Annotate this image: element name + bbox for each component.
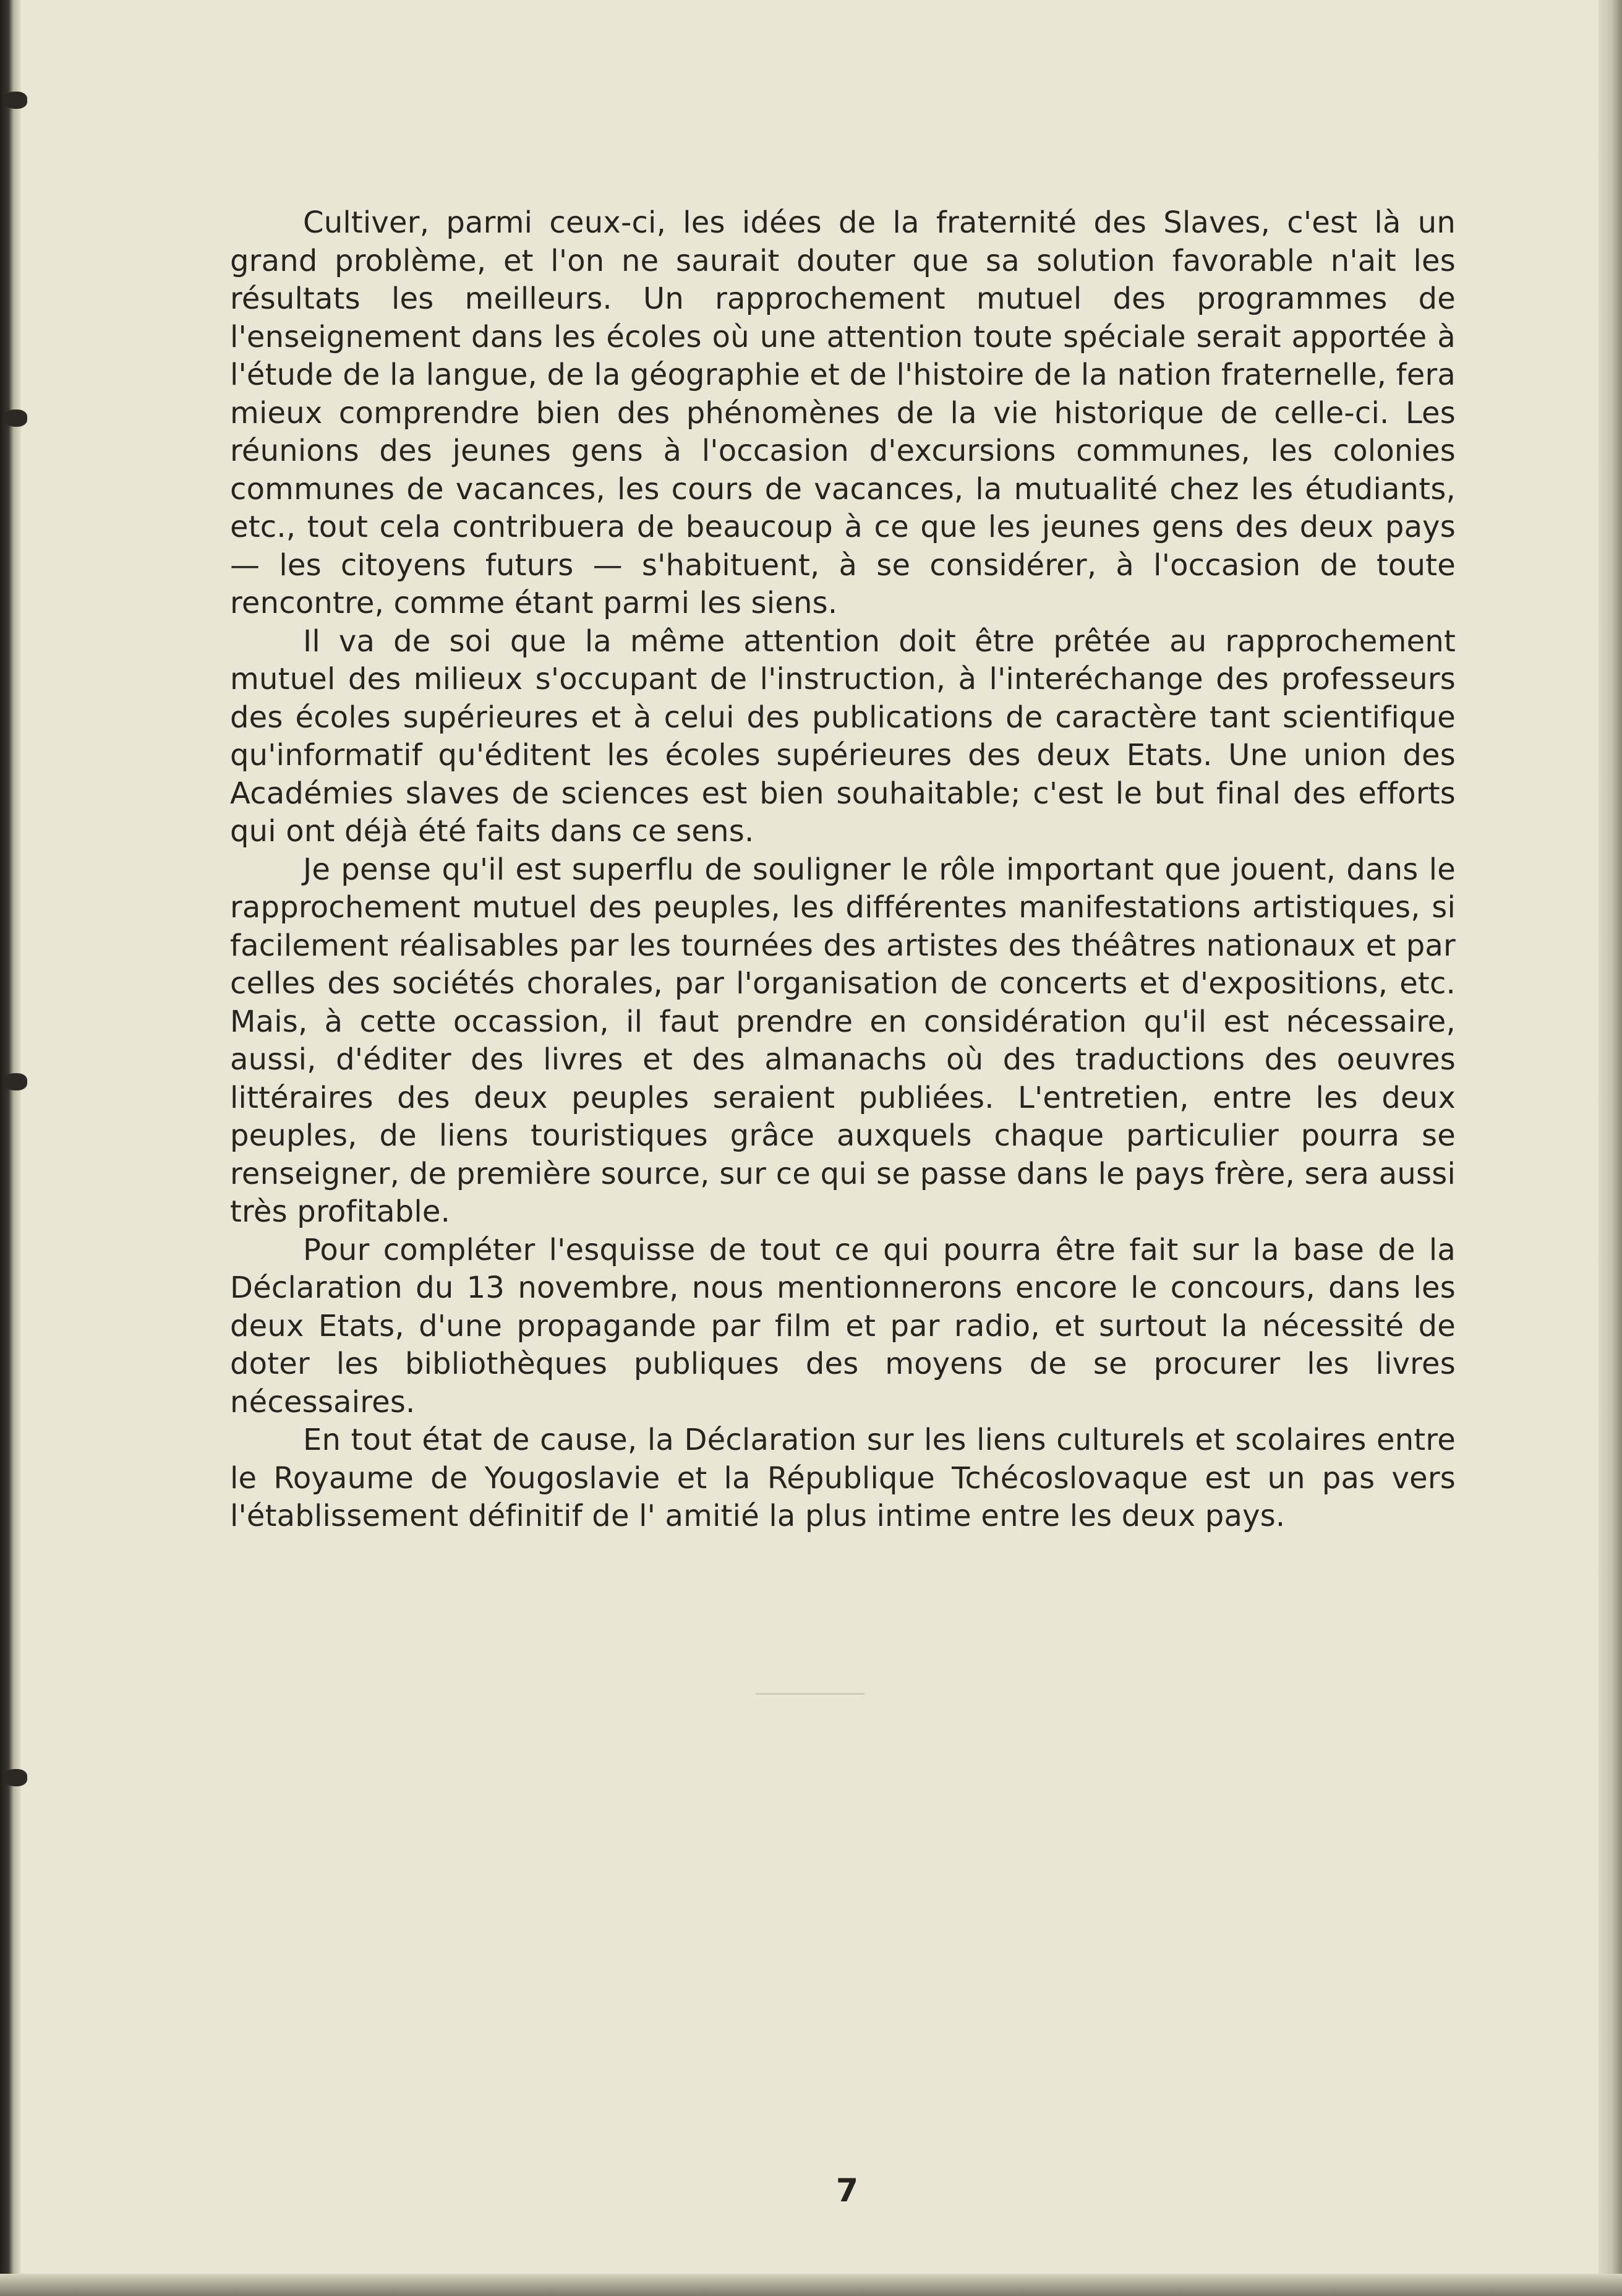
paragraph: Cultiver, parmi ceux-ci, les idées de la fraternité des Slaves, c'est là un grand problème, et l'on ne saurait douter que sa solution favorable n'ait les résultats les meilleurs. Un rapprochement mutuel des programmes de l'enseignement dans les écoles où une attention toute spéciale serait apportée à l'étude de la langue, de la géographie et de l'histoire de la nation fraternelle, fera mieux comprendre bien des phénomènes de la vie historique de celle-ci. Les réunions des jeunes gens à l'occasion d'excursions communes, les colonies communes de vacances, les cours de vacances, la mutualité chez les étudiants, etc., tout cela contribuera de beaucoup à ce que les jeunes gens des deux pays — les citoyens futurs — s'habituent, à se considérer, à l'occasion de toute rencontre, comme étant parmi les siens.	[230, 205, 1456, 620]
page-edge-right	[1599, 0, 1622, 2296]
paragraph: En tout état de cause, la Déclaration sur les liens culturels et scolaires entre le Royaume de Yougoslavie et la République Tchécoslovaque est un pas vers l'établissement définitif de l' amitié la plus intime entre les deux pays.	[230, 1423, 1456, 1533]
body-text	[230, 204, 1456, 1536]
paragraph: Je pense qu'il est superflu de souligner le rôle important que jouent, dans le rapprochement mutuel des peuples, les différentes manifestations artistiques, si facilement réalisables par les tournées des artistes des théâtres nationaux et par celles des sociétés chorales, par l'organisation de concerts et d'expositions, etc. Mais, à cette occassion, il faut prendre en considération qu'il est nécessaire, aussi, d'éditer des livres et des almanachs où des traductions des oeuvres littéraires des deux peuples seraient publiées. L'entretien, entre les deux peuples, de liens touristiques grâce auxquels chaque particulier pourra se renseigner, de première source, sur ce qui se passe dans le pays frère, sera aussi très profitable.	[230, 852, 1456, 1229]
paragraph: Il va de soi que la même attention doit être prêtée au rapprochement mutuel des milieux s'occupant de l'instruction, à l'interéchange des professeurs des écoles supérieures et à celui des publications de caractère tant scientifique qu'informatif qu'éditent les écoles supérieures des deux Etats. Une union des Académies slaves de sciences est bien souhaitable; c'est le but final des efforts qui ont déjà été faits dans ce sens.	[230, 623, 1456, 849]
binding-mark	[2, 1769, 27, 1786]
section-divider	[756, 1693, 864, 1695]
page-edge-bottom	[0, 2274, 1622, 2296]
page-binding	[0, 0, 21, 2296]
binding-mark	[2, 92, 27, 109]
page-number: 7	[835, 2172, 859, 2209]
paragraph: Pour compléter l'esquisse de tout ce qui pourra être fait sur la base de la Déclaration du 13 novembre, nous mentionnerons encore le concours, dans les deux Etats, d'une propagande par film et par radio, et surtout la nécessité de doter les bibliothèques publiques des moyens de se procurer les livres nécessaires.	[230, 1232, 1456, 1420]
binding-mark	[2, 409, 27, 427]
binding-mark	[2, 1073, 27, 1090]
